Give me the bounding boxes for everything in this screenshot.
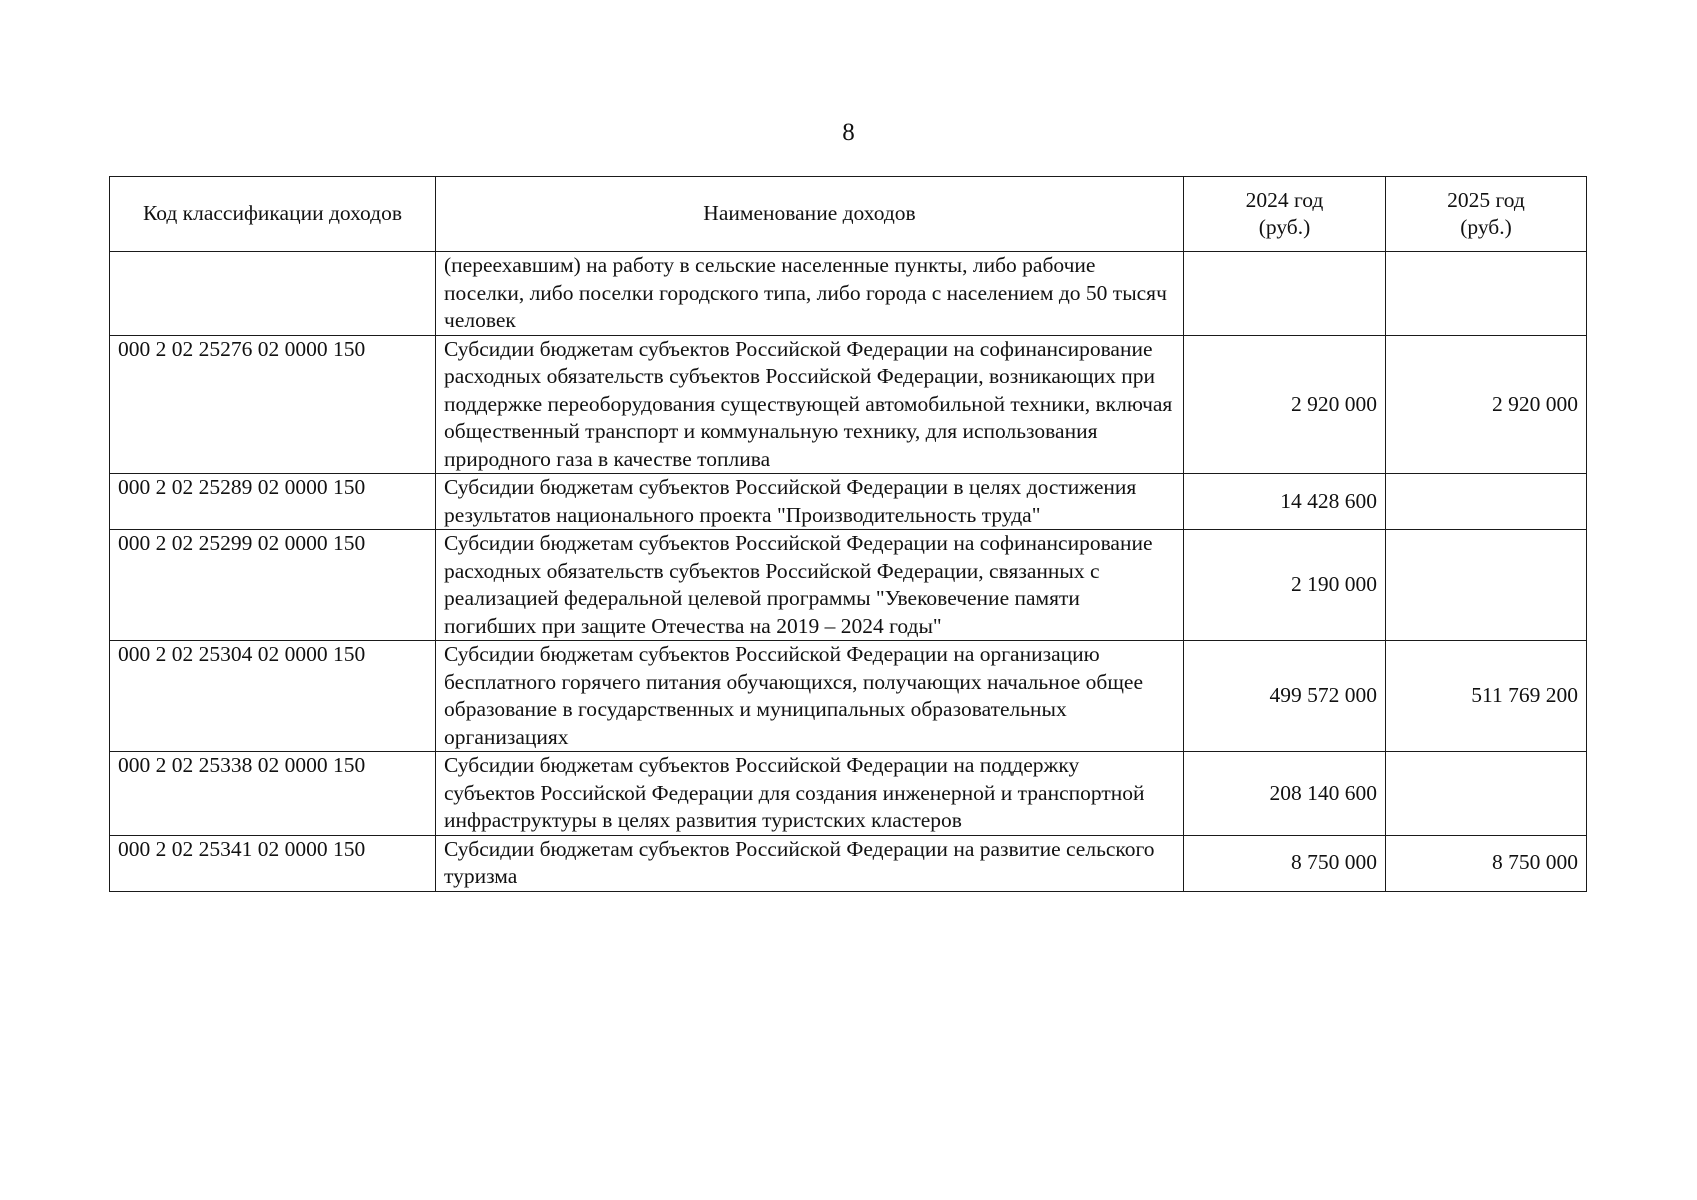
table-body bbox=[110, 252, 1587, 892]
header-year-2025 bbox=[1386, 177, 1587, 252]
table-row bbox=[110, 474, 1587, 530]
table-row bbox=[110, 835, 1587, 891]
row-amount-2025 bbox=[1386, 252, 1587, 336]
row-amount-2025 bbox=[1386, 474, 1587, 530]
row-code: 000 2 02 25304 02 0000 150 bbox=[110, 641, 436, 752]
row-name: Субсидии бюджетам субъектов Российской Федерации на софинансирование расходных обязательств субъектов Российской Федерации, возникающих при поддержке переоборудования существующей автомобильной техники, включая общественный транспорт и коммунальную технику, для использования природного газа в качестве топлива bbox=[436, 335, 1184, 474]
row-name: Субсидии бюджетам субъектов Российской Федерации в целях достижения результатов национального проекта "Производительность труда" bbox=[436, 474, 1184, 530]
header-year-2024-label: 2024 год bbox=[1245, 187, 1324, 212]
row-code: 000 2 02 25289 02 0000 150 bbox=[110, 474, 436, 530]
row-code: 000 2 02 25341 02 0000 150 bbox=[110, 835, 436, 891]
row-name: Субсидии бюджетам субъектов Российской Федерации на развитие сельского туризма bbox=[436, 835, 1184, 891]
header-year-2024-unit: (руб.) bbox=[1258, 215, 1311, 239]
row-name: Субсидии бюджетам субъектов Российской Федерации на поддержку субъектов Российской Федерации для создания инженерной и транспортной инфраструктуры в целях развития туристских кластеров bbox=[436, 752, 1184, 836]
row-amount-2025: 511 769 200 bbox=[1386, 641, 1587, 752]
header-name: Наименование доходов bbox=[436, 177, 1184, 252]
table-row bbox=[110, 252, 1587, 336]
row-amount-2025: 2 920 000 bbox=[1386, 335, 1587, 474]
row-amount-2024: 8 750 000 bbox=[1184, 835, 1386, 891]
row-code: 000 2 02 25276 02 0000 150 bbox=[110, 335, 436, 474]
table-header bbox=[110, 177, 1587, 252]
row-amount-2025 bbox=[1386, 530, 1587, 641]
table-row bbox=[110, 752, 1587, 836]
table-row bbox=[110, 335, 1587, 474]
row-amount-2025 bbox=[1386, 752, 1587, 836]
table-row bbox=[110, 641, 1587, 752]
row-amount-2024: 208 140 600 bbox=[1184, 752, 1386, 836]
row-amount-2024 bbox=[1184, 252, 1386, 336]
row-amount-2024: 14 428 600 bbox=[1184, 474, 1386, 530]
row-code: 000 2 02 25338 02 0000 150 bbox=[110, 752, 436, 836]
row-amount-2024: 2 920 000 bbox=[1184, 335, 1386, 474]
income-table bbox=[109, 176, 1587, 892]
table-row bbox=[110, 530, 1587, 641]
row-amount-2024: 499 572 000 bbox=[1184, 641, 1386, 752]
header-year-2025-label: 2025 год bbox=[1447, 187, 1525, 212]
row-name: Субсидии бюджетам субъектов Российской Федерации на софинансирование расходных обязательств субъектов Российской Федерации, связанных с реализацией федеральной целевой программы "Увековечение памяти погибших при защите Отечества на 2019 – 2024 годы" bbox=[436, 530, 1184, 641]
page-number: 8 bbox=[842, 119, 855, 146]
row-name: Субсидии бюджетам субъектов Российской Федерации на организацию бесплатного горячего питания обучающихся, получающих начальное общее образование в государственных и муниципальных образовательных организациях bbox=[436, 641, 1184, 752]
row-amount-2024: 2 190 000 bbox=[1184, 530, 1386, 641]
header-year-2025-unit: (руб.) bbox=[1460, 215, 1512, 239]
header-year-2024 bbox=[1184, 177, 1386, 252]
row-amount-2025: 8 750 000 bbox=[1386, 835, 1587, 891]
row-code bbox=[110, 252, 436, 336]
row-name: (переехавшим) на работу в сельские населенные пункты, либо рабочие поселки, либо поселки городского типа, либо города с населением до 50 тысяч человек bbox=[436, 252, 1184, 336]
header-row bbox=[110, 177, 1587, 252]
row-code: 000 2 02 25299 02 0000 150 bbox=[110, 530, 436, 641]
header-code: Код классификации доходов bbox=[110, 177, 436, 252]
